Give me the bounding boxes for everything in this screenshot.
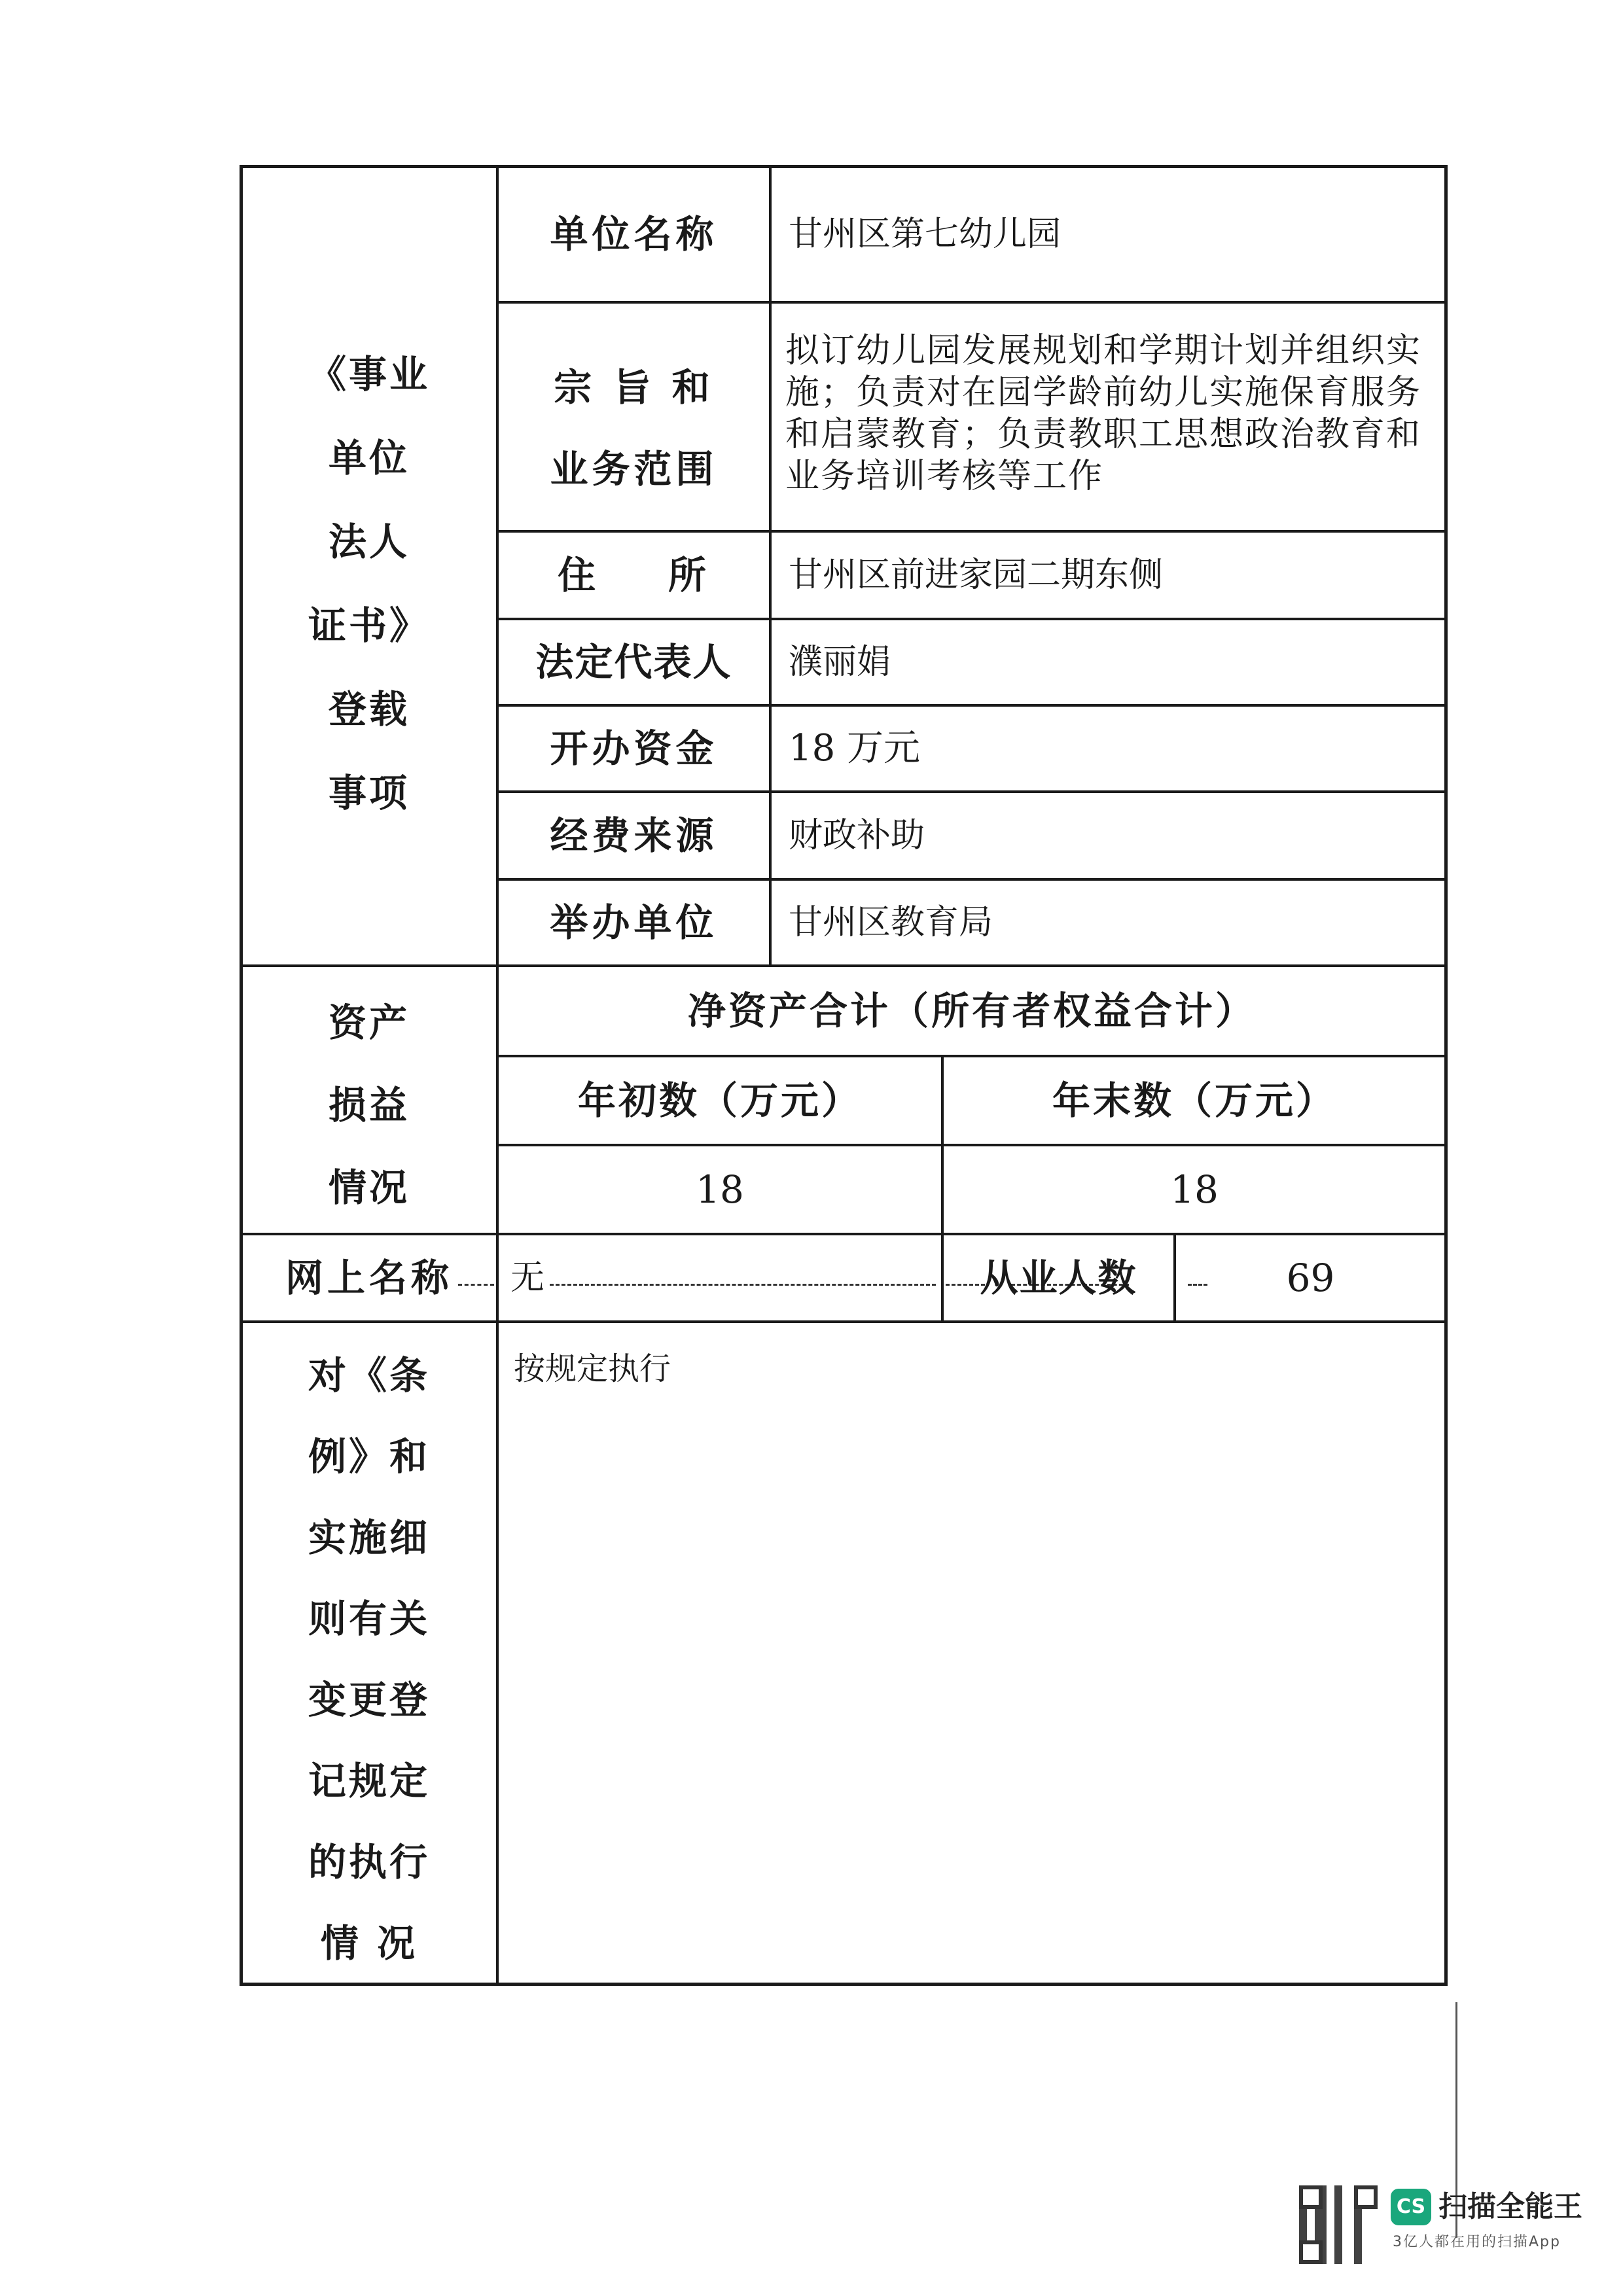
staff-count-value: 69 bbox=[1286, 1256, 1335, 1300]
sponsor-value: 甘州区教育局 bbox=[789, 903, 993, 942]
camscanner-logo-icon: CS bbox=[1391, 2189, 1431, 2225]
capital-value: 18 万元 bbox=[789, 727, 921, 769]
net-assets-header: 净资产合计（所有者权益合计） bbox=[687, 989, 1256, 1033]
brand-tagline: 3亿人都在用的扫描App bbox=[1393, 2234, 1561, 2250]
registration-side-label: 《事业 单位 法人 证书》 登载 事项 bbox=[308, 352, 430, 815]
label-value-divider bbox=[769, 165, 772, 966]
brand-name: 扫描全能王 bbox=[1438, 2190, 1582, 2223]
online-name-value: 无 bbox=[510, 1258, 545, 1298]
legal-rep-label: 法定代表人 bbox=[535, 640, 732, 684]
staff-count-label: 从业人数 bbox=[980, 1256, 1137, 1300]
sponsor-label: 举办单位 bbox=[550, 900, 718, 945]
legal-rep-value: 濮丽娟 bbox=[789, 643, 891, 682]
funding-source-value: 财政补助 bbox=[789, 816, 925, 855]
purpose-scope-label: 宗 旨 和 业务范围 bbox=[550, 365, 718, 491]
unit-name-label: 单位名称 bbox=[550, 212, 718, 256]
purpose-scope-value: 拟订幼儿园发展规划和学期计划并组织实 施；负责对在园学龄前幼儿实施保育服务 和启蒙教育；负责教职工思想政治教育和 业务培训考核等工作 bbox=[785, 331, 1422, 496]
row-divider bbox=[496, 301, 1446, 304]
execution-side-label: 对《条 例》和 实施细 则有关 变更登 记规定 的执行 情 况 bbox=[308, 1353, 430, 1966]
qr-code bbox=[1299, 2185, 1378, 2264]
unit-name-value: 甘州区第七幼儿园 bbox=[789, 215, 1061, 254]
online-name-label: 网上名称 bbox=[285, 1256, 453, 1300]
year-end-header: 年末数（万元） bbox=[1052, 1078, 1336, 1123]
section-divider bbox=[240, 1320, 1448, 1323]
year-begin-header: 年初数（万元） bbox=[577, 1078, 862, 1123]
dashed-line bbox=[550, 1284, 936, 1286]
capital-label: 开办资金 bbox=[550, 726, 718, 771]
year-begin-value: 18 bbox=[696, 1167, 744, 1212]
execution-value: 按规定执行 bbox=[514, 1351, 671, 1387]
address-label: 住 所 bbox=[558, 553, 710, 597]
year-end-value: 18 bbox=[1170, 1167, 1219, 1212]
funding-source-label: 经费来源 bbox=[550, 813, 718, 858]
assets-side-label: 资产 损益 情况 bbox=[328, 1000, 410, 1210]
address-value: 甘州区前进家园二期东侧 bbox=[789, 556, 1164, 595]
